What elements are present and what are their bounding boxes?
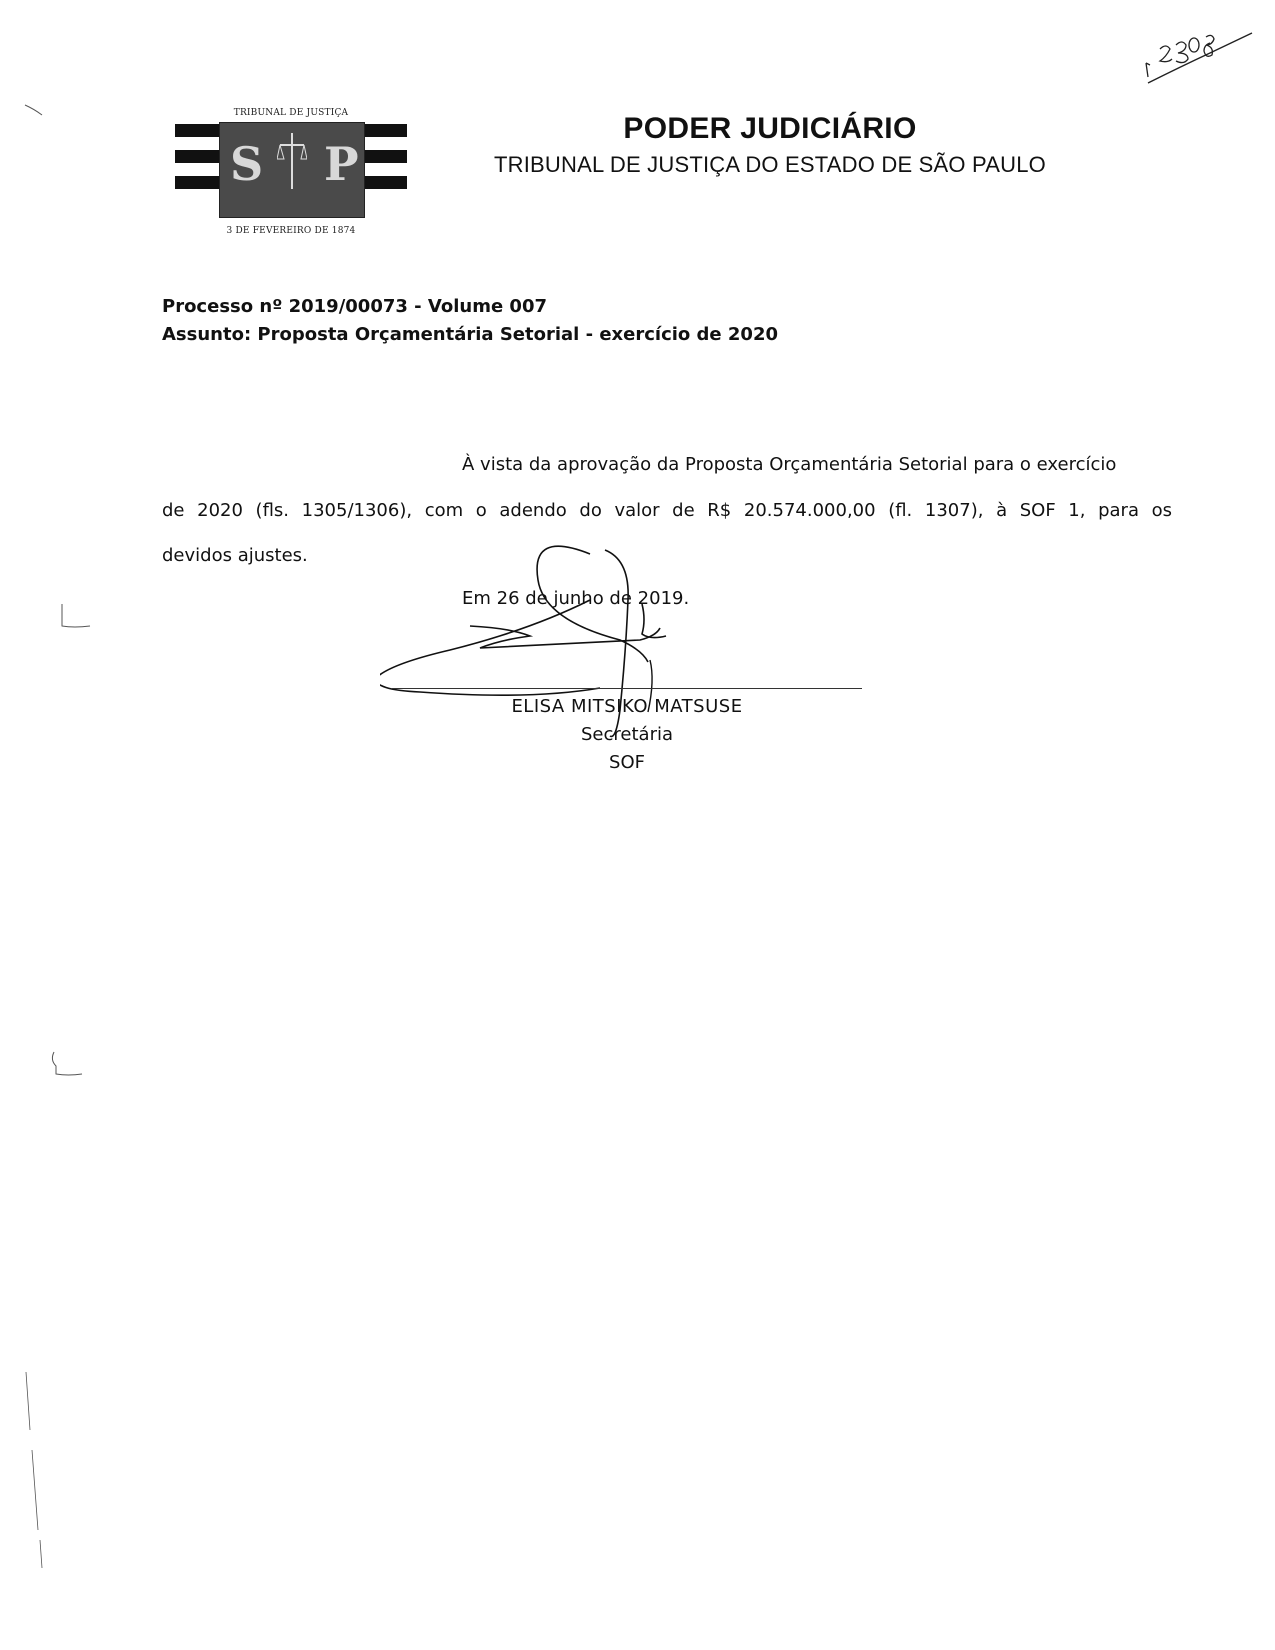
crest-letter-s: S [230,137,264,191]
body-line-3: devidos ajustes. [162,545,308,566]
body-line-2: de 2020 (fls. 1305/1306), com o adendo do valor de R$ 20.574.000,00 (fl. 1307), à SOF 1, para os [162,500,1172,521]
crest-letter-p: P [324,137,359,191]
crest-shield [219,122,365,218]
subject-line: Assunto: Proposta Orçamentária Setorial - exercício de 2020 [162,324,779,345]
scan-mark [20,1370,60,1570]
signatory-name: ELISA MITSIKO MATSUSE [511,696,743,717]
process-number: Processo nº 2019/00073 - Volume 007 [162,296,548,317]
scales-of-justice-icon [277,131,307,191]
signatory-role: Secretária [581,724,673,745]
page-number-stamp [1140,25,1260,95]
document-date: Em 26 de junho de 2019. [462,588,690,609]
court-crest [175,108,407,238]
crest-top-text: TRIBUNAL DE JUSTIÇA [233,108,349,118]
scan-mark [20,95,80,135]
punch-mark [44,1046,104,1086]
page-title: PODER JUDICIÁRIO [623,112,917,145]
crest-bottom-text: 3 DE FEVEREIRO DE 1874 [226,226,356,236]
signature-line [392,688,862,689]
punch-mark [50,600,110,640]
signatory-department: SOF [609,752,645,773]
body-line-1: À vista da aprovação da Proposta Orçamentária Setorial para o exercício [462,454,1117,475]
page-subtitle: TRIBUNAL DE JUSTIÇA DO ESTADO DE SÃO PAULO [494,152,1046,177]
